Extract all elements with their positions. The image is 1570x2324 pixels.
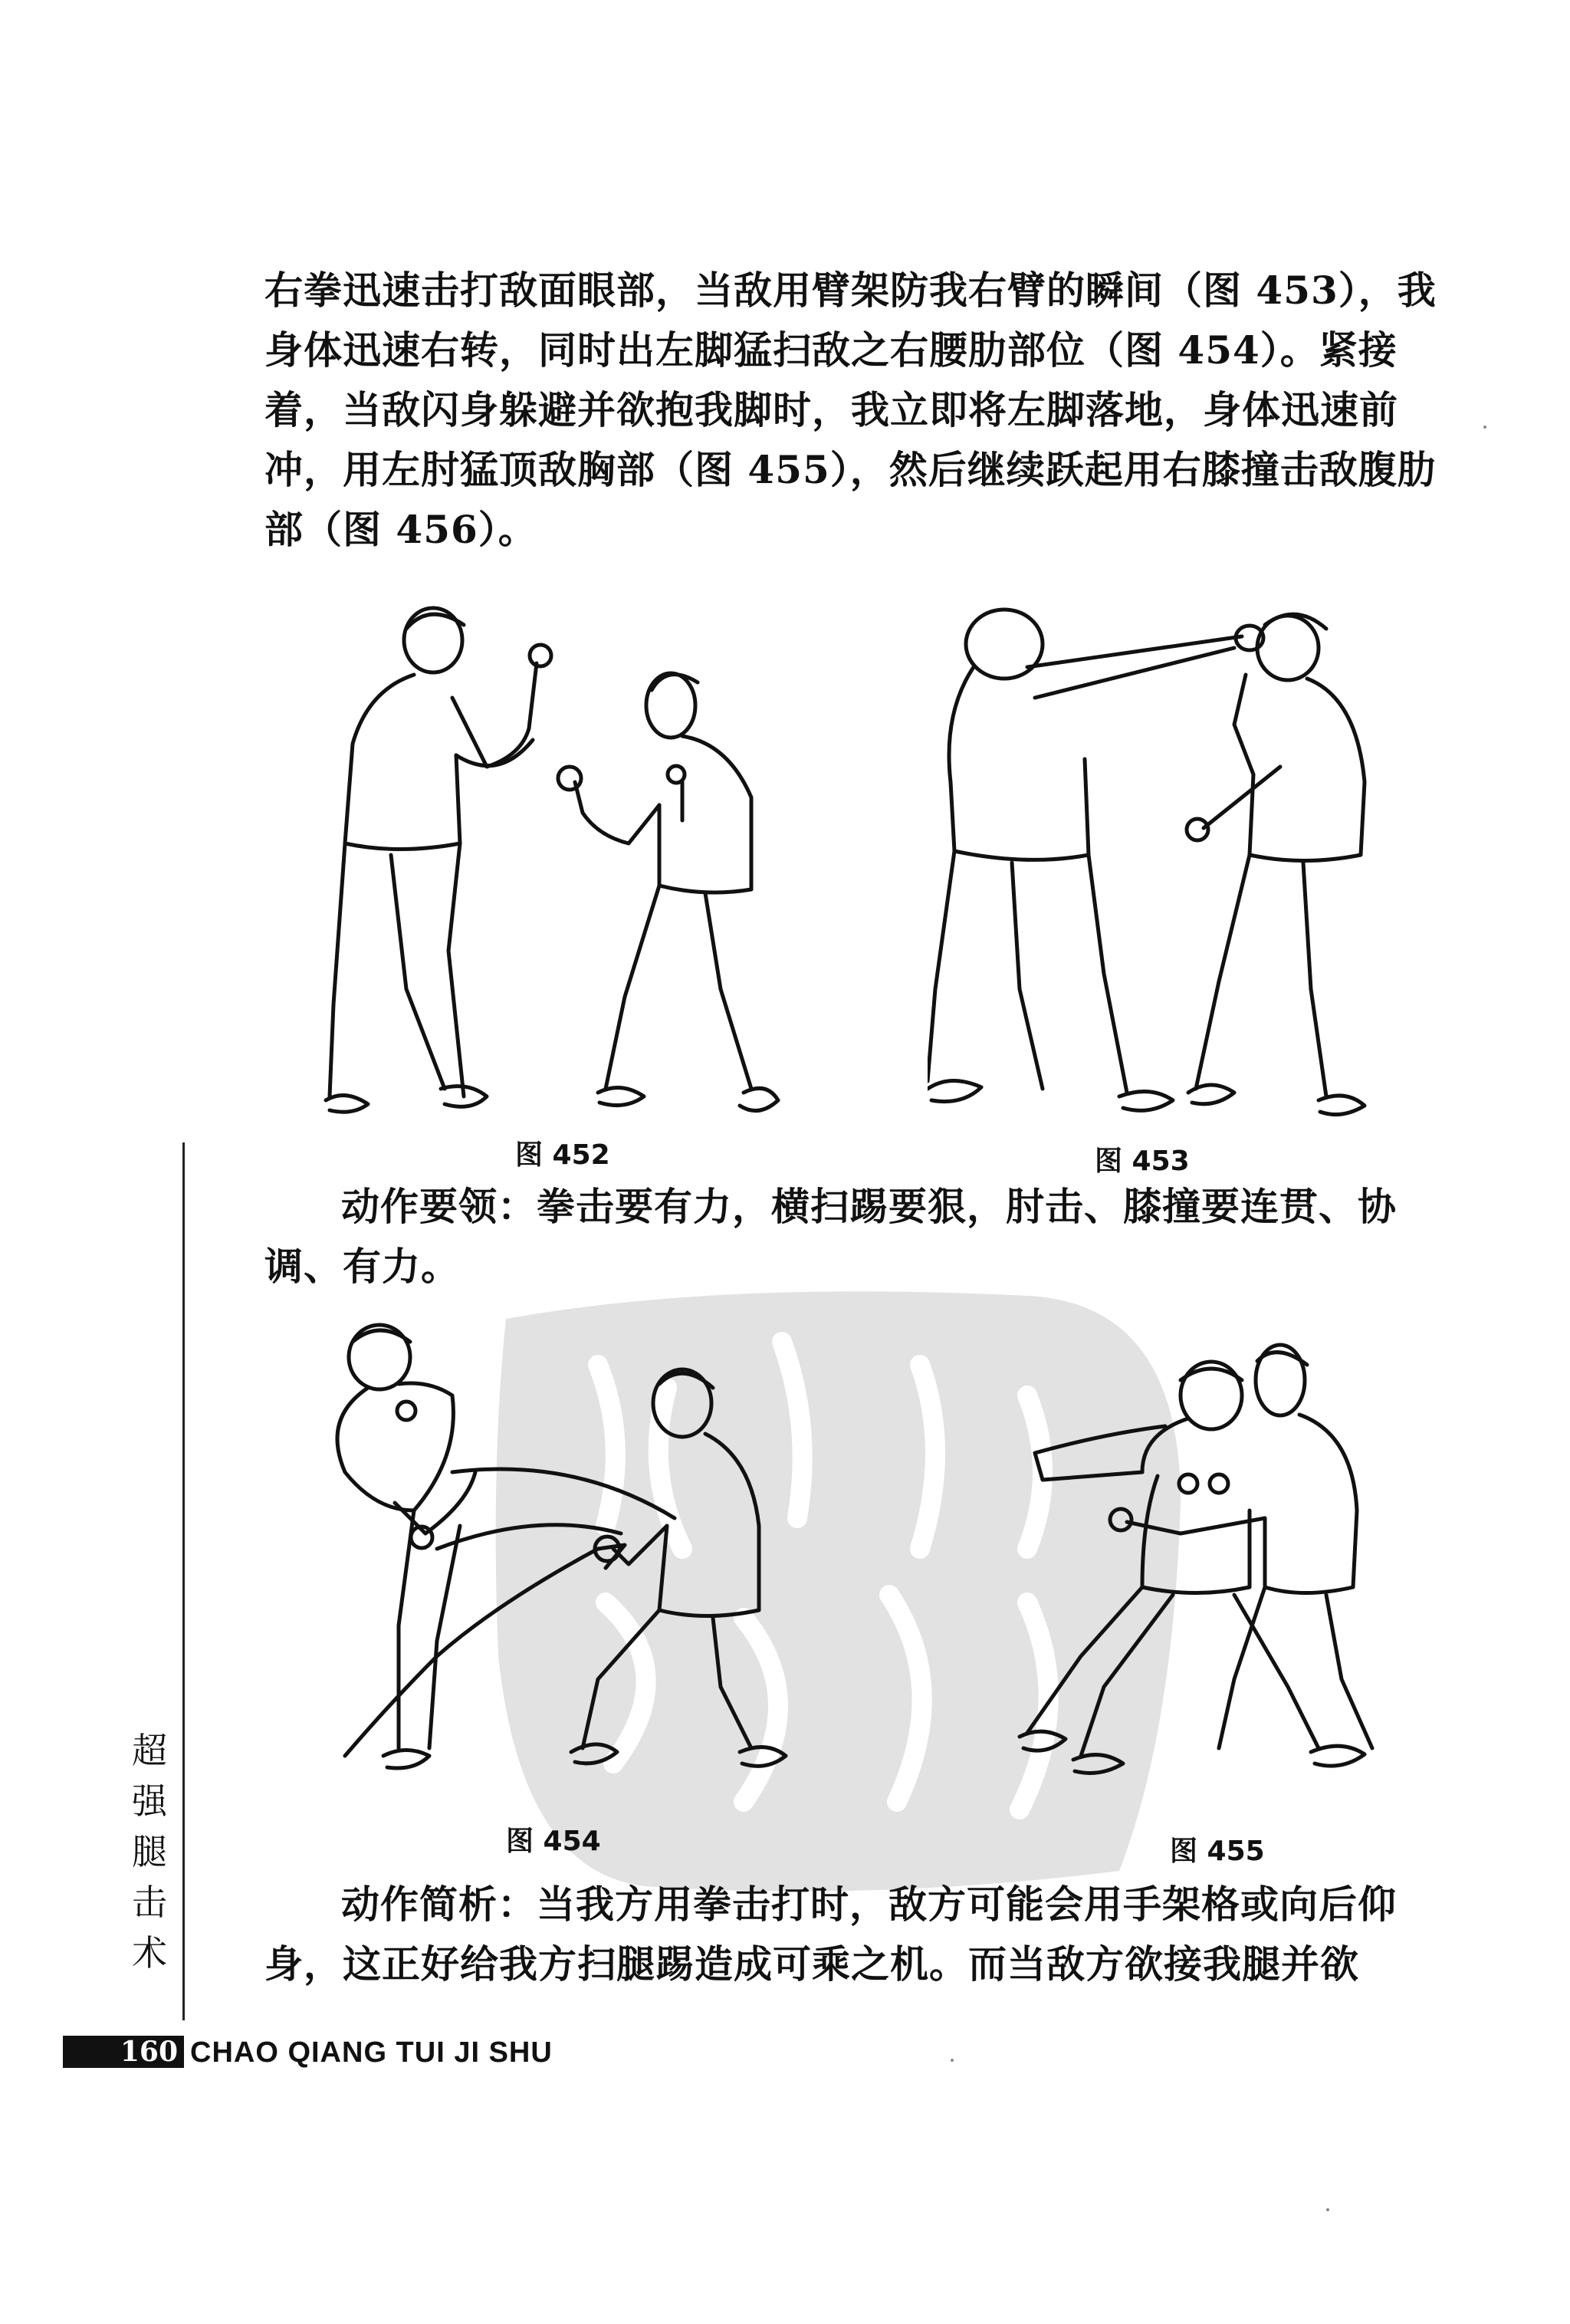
scan-speck: [951, 2059, 954, 2062]
sidebar-char: 腿: [132, 1831, 167, 1872]
paragraph-analysis: [264, 1875, 1460, 1994]
page-number: 160: [63, 2036, 184, 2068]
scan-speck: [1326, 2208, 1329, 2211]
figure-452-caption: 图 452: [515, 1139, 610, 1171]
paragraph-intro-text: 右拳迅速击打敌面眼部，当敌用臂架防我右臂的瞬间（图 453），我身体迅速右转，同时出左脚猛扫敌之右腰肋部位（图 454）。紧接着，当敌闪身躲避并欲抱我脚时，我立即将左脚落地，身体迅速前冲，用左肘猛顶敌胸部（图 455），然后继续跃起用右膝撞击敌腹肋部（图 456）。: [264, 268, 1437, 552]
sidebar-char: 击: [132, 1882, 167, 1923]
figure-454-caption: 图 454: [506, 1826, 601, 1857]
scan-speck: [1483, 426, 1486, 429]
footer-book-title: CHAO QIANG TUI JI SHU: [190, 2036, 553, 2069]
sidebar-book-title: [126, 1725, 172, 1978]
figure-455-illustration: [928, 1319, 1388, 1810]
sidebar-char: 强: [132, 1780, 167, 1822]
sidebar-char: 术: [132, 1932, 167, 1974]
margin-rule: [182, 1142, 185, 2020]
paragraph-intro: [264, 261, 1460, 560]
paragraph-analysis-text: 动作简析：当我方用拳击打时，敌方可能会用手架格或向后仰身，这正好给我方扫腿踢造成可乘之机。而当敌方欲接我腿并欲: [264, 1882, 1397, 1987]
figure-452-illustration: [322, 590, 813, 1119]
paragraph-essentials-text: 动作要领：拳击要有力，横扫踢要狠，肘击、膝撞要连贯、协调、有力。: [264, 1184, 1397, 1289]
figure-453-caption: 图 453: [1095, 1146, 1190, 1177]
figure-454-illustration: [322, 1319, 813, 1810]
figure-455-caption: 图 455: [1170, 1836, 1265, 1867]
figure-453-illustration: [928, 590, 1388, 1119]
sidebar-char: 超: [132, 1730, 167, 1771]
